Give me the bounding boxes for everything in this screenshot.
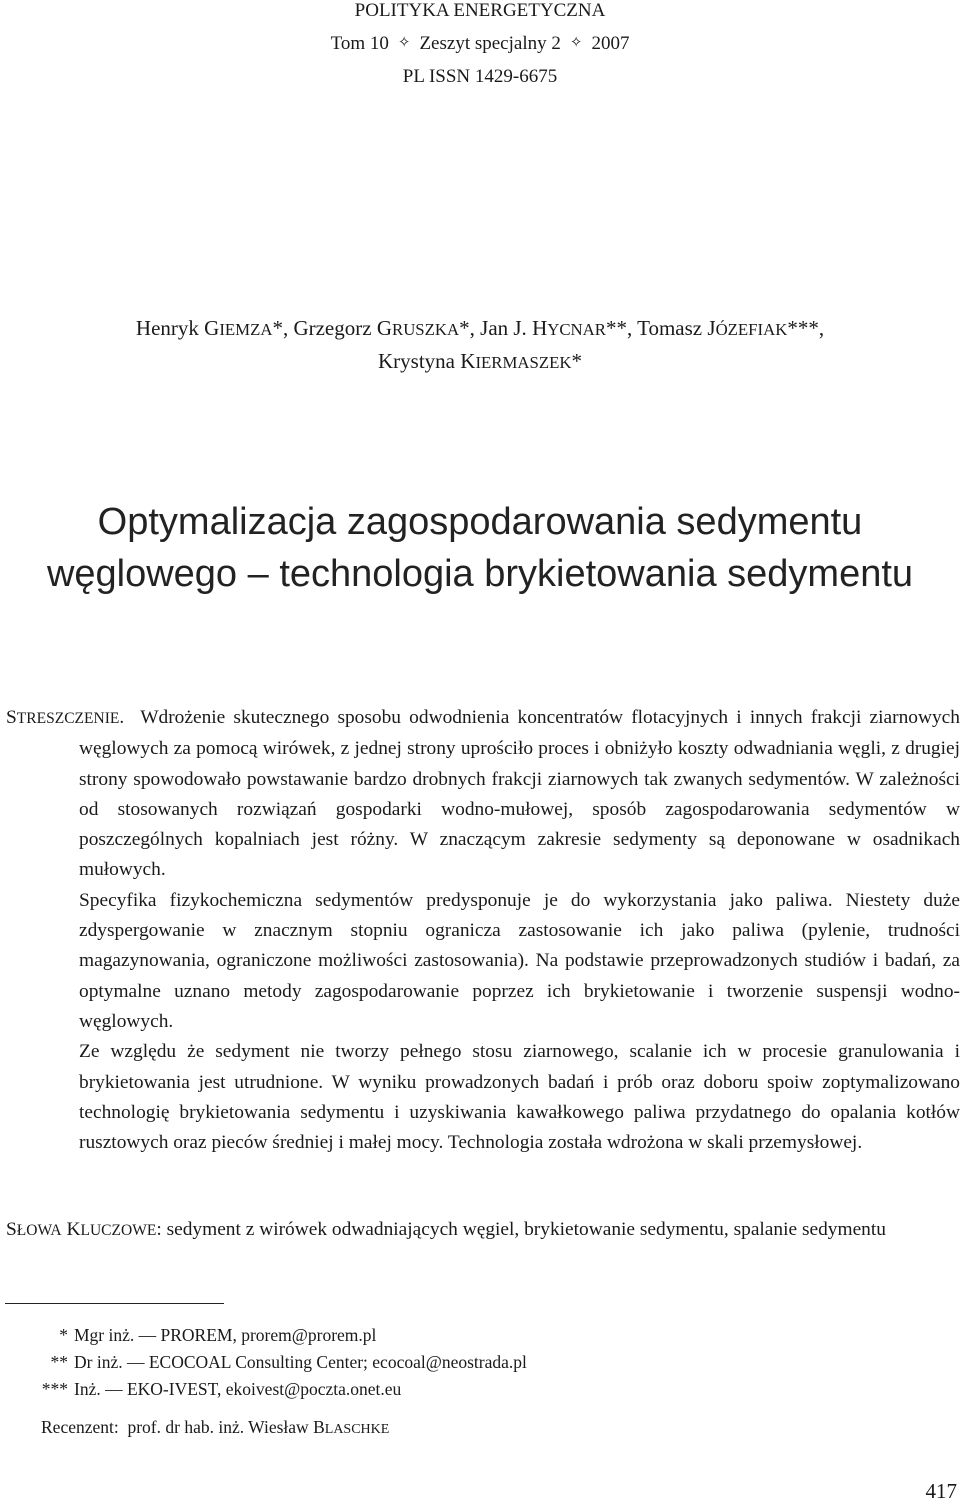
abstract [6,703,960,1158]
keywords [6,1215,960,1246]
footnote-mark: *** [41,1379,68,1399]
footnote [18,1352,527,1373]
journal-name: POLITYKA ENERGETYCZNA [354,0,606,21]
paper-title-line-1: Optymalizacja zagospodarowania sedymentu [97,501,863,543]
journal-volume: Tom 10 [330,33,389,54]
journal-issue: Zeszyt specjalny 2 [419,33,561,54]
reviewer-line [41,1417,389,1438]
journal-year: 2007 [591,33,630,54]
footnote [18,1379,401,1400]
author: Tomasz JÓZEFIAK***, [637,316,825,340]
footnote-mark: * [59,1325,68,1345]
footnote-text: Dr inż. — ECOCOAL Consulting Center; ecocoal@neostrada.pl [74,1352,527,1372]
journal-issn: PL ISSN 1429-6675 [402,66,558,87]
footnote-text: Mgr inż. — PROREM, prorem@prorem.pl [74,1325,377,1345]
footnote-divider [5,1303,224,1304]
abstract-paragraph [6,703,960,886]
keywords-text: sedyment z wirówek odwadniających węgiel, brykietowanie sedymentu, spalanie sedymentu [166,1219,886,1240]
reviewer-name: prof. dr hab. inż. Wiesław BLASCHKE [127,1417,390,1437]
authors-line-1 [0,312,960,346]
footnote-text: Inż. — EKO-IVEST, ekoivest@poczta.onet.eu [74,1379,402,1399]
journal-volume-line [0,33,960,55]
author: Krystyna KIERMASZEK* [378,349,582,373]
author: Grzegorz GRUSZKA*, [293,316,481,340]
abstract-text: Wdrożenie skutecznego sposobu odwodnienia koncentratów flotacyjnych i innych frakcji ziarnowych węglowych za pomocą wirówek, z jednej strony uprościło proces i obniżyło koszty odwadniania węgli, z drugiej strony spowodowało powstawanie bardzo drobnych frakcji ziarnowych tak zwanych sedymentów. W zależności od stosowanych rozwiązań gospodarki wodno-mułowej, sposób zagospodarowania sedymentów w poszczególnych kopalniach jest różny. W znaczącym zakresie sedymenty są deponowane w osadnikach mułowych. [79,707,960,881]
footnote-mark: ** [50,1352,68,1372]
author: Henryk GIEMZA*, [135,316,294,340]
abstract-paragraph: Ze względu że sedyment nie tworzy pełnego stosu ziarnowego, scalanie ich w procesie granulowania i brykietowania jest utrudnione. W wyniku prowadzonych badań i prób oraz doboru spoiw zoptymalizowano technologię brykietowania sedymentu i uzyskiwania kawałkowego paliwa przydatnego do opalania kotłów rusztowych oraz pieców średniej i małej mocy. Technologia została wdrożona w skali przemysłowej. [79,1041,960,1154]
abstract-paragraph: Specyfika fizykochemiczna sedymentów predysponuje je do wykorzystania jako paliwa. Niestety duże zdyspergowanie w znacznym stopniu ogranicza zastosowanie ich jako paliwa (pylenie, trudności magazynowania, ograniczone możliwości zastosowania). Na podstawie przeprowadzonych studiów i badań, za optymalne uznano metody zagospodarowanie poprzez ich brykietowanie i tworzenie suspensji wodno-węglowych. [79,889,960,1032]
abstract-label: STRESZCZENIE. [6,707,125,728]
page-number: 417 [925,1479,957,1503]
diamond-star-icon: ✧ [397,33,411,51]
diamond-star-icon: ✧ [569,33,583,51]
paper-title-line-2: węglowego – technologia brykietowania sedymentu [46,553,914,595]
keywords-label: SŁOWA KLUCZOWE: [6,1219,162,1240]
author: Jan J. HYCNAR**, [480,316,638,340]
reviewer-label: Recenzent: [41,1417,119,1437]
footnote [18,1325,376,1346]
authors-line-2 [0,345,960,379]
